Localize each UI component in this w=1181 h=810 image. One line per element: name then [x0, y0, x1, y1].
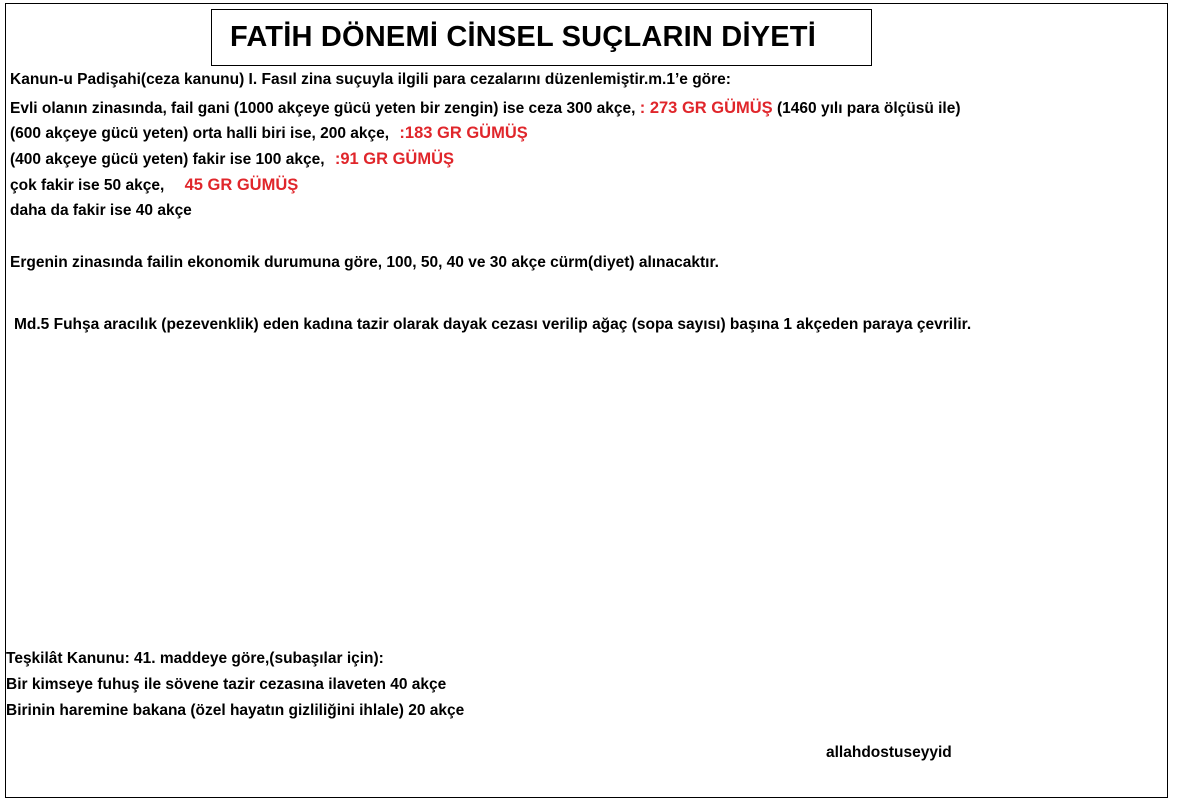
page-title: FATİH DÖNEMİ CİNSEL SUÇLARIN DİYETİ: [230, 21, 816, 53]
title-box: [211, 9, 872, 66]
line3-silver-amount: :91 GR GÜMÜŞ: [334, 150, 455, 168]
section2-text: Ergenin zinasında failin ekonomik durumuna göre, 100, 50, 40 ve 30 akçe cürm(diyet) alınacaktır.: [10, 254, 719, 271]
line4-text: çok fakir ise 50 akçe,: [10, 177, 165, 194]
section3-text: Md.5 Fuhşa aracılık (pezevenklik) eden kadına tazir olarak dayak cezası verilip ağaç (sopa sayısı) başına 1 akçeden paraya çevrilir.: [14, 316, 972, 333]
section1-intro: Kanun-u Padişahi(ceza kanunu) I. Fasıl zina suçuyla ilgili para cezalarını düzenlemiştir.m.1’e göre:: [10, 71, 731, 88]
line3-text: (400 akçeye gücü yeten) fakir ise 100 akçe,: [10, 151, 325, 168]
line1-suffix: (1460 yılı para ölçüsü ile): [777, 100, 961, 117]
line1-text: Evli olanın zinasında, fail gani (1000 akçeye gücü yeten bir zengin) ise ceza 300 akçe,: [10, 100, 636, 117]
section4-heading: Teşkilât Kanunu: 41. maddeye göre,(subaşılar için):: [6, 650, 384, 667]
section1-line2: [10, 123, 528, 144]
signature: allahdostuseyyid: [826, 744, 952, 761]
section1-line3: [10, 149, 454, 170]
line1-silver-amount: : 273 GR GÜMÜŞ: [639, 99, 773, 117]
section1-line5: daha da fakir ise 40 akçe: [10, 202, 192, 219]
line2-silver-amount: :183 GR GÜMÜŞ: [399, 124, 528, 142]
section4-line2: Birinin haremine bakana (özel hayatın gizliliğini ihlale) 20 akçe: [6, 702, 465, 719]
section1-line4: [10, 175, 298, 196]
section4-line1: Bir kimseye fuhuş ile sövene tazir cezasına ilaveten 40 akçe: [6, 676, 447, 693]
section1-line1: [10, 98, 961, 119]
line4-silver-amount: 45 GR GÜMÜŞ: [184, 176, 299, 194]
line2-text: (600 akçeye gücü yeten) orta halli biri ise, 200 akçe,: [10, 125, 390, 142]
